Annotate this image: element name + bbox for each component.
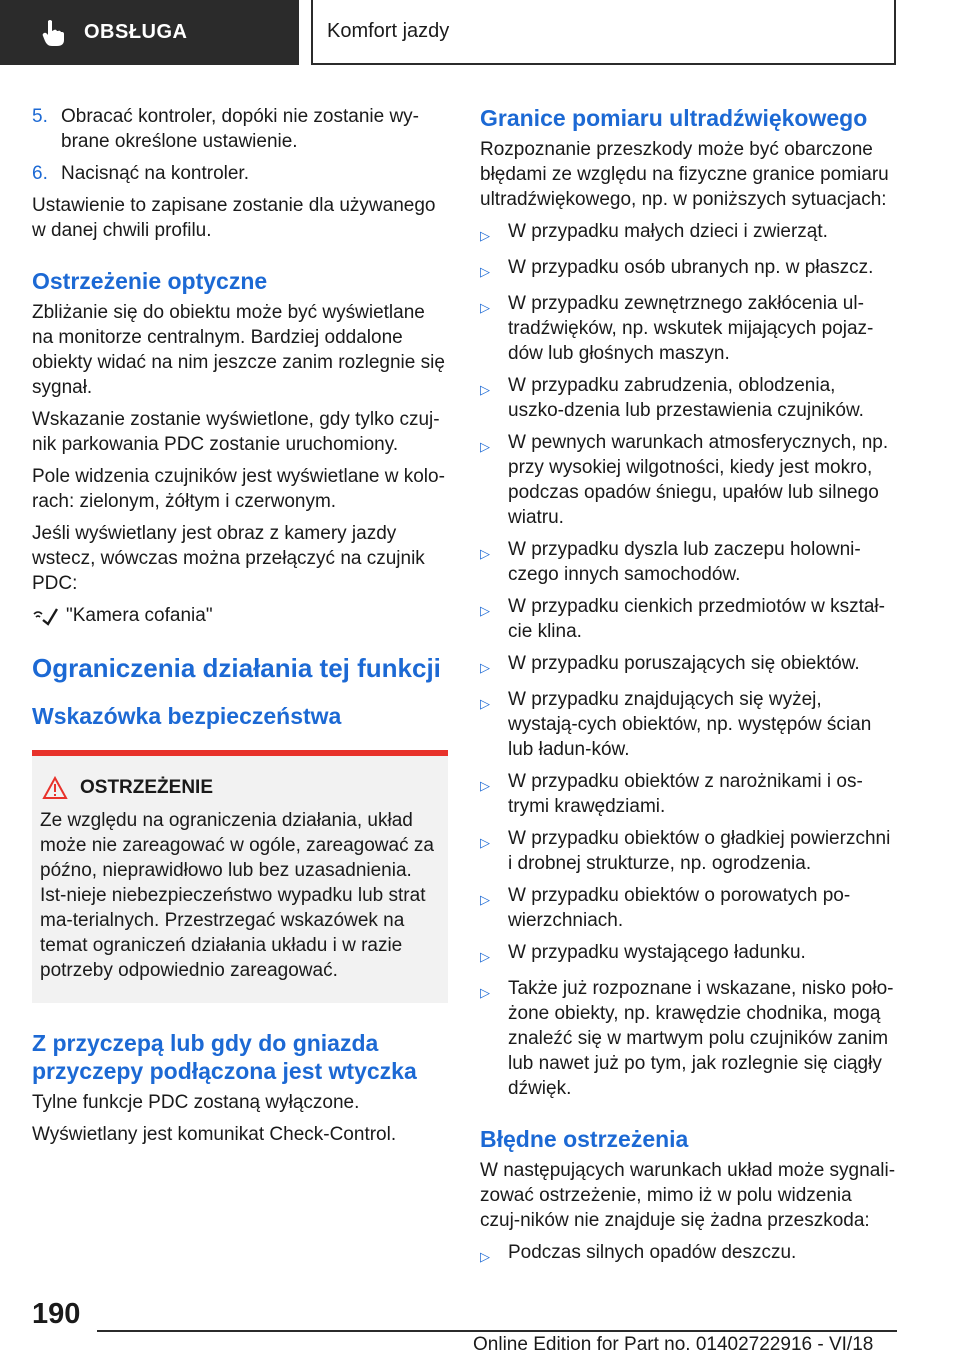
list-item (480, 430, 896, 530)
bullet-triangle-icon: ▷ (480, 603, 490, 618)
bullet-triangle-icon: ▷ (480, 892, 490, 907)
footer-divider (97, 1330, 897, 1332)
warning-text: Ze względu na ograniczenia działania, układ może nie zareagować w ogóle, zareagować za późno, nieprawidłowo lub bez uzasadnienia. Ist-nieje niebezpieczeństwo wypadku lub strat ma-terialnych. Przestrzegać wskazówek na temat ograniczeń działania układu i w razie potrzeby odpowiednio zareagować. (40, 810, 434, 981)
step-number: 6. (32, 163, 48, 184)
limits-heading: Ograniczenia działania tej funkcji (32, 653, 441, 683)
right-column (480, 104, 896, 1276)
list-item (480, 594, 896, 644)
list-item-text: W przypadku obiektów z narożnikami i os-trymi krawędziami. (508, 771, 863, 817)
list-item-text: W przypadku dyszla lub zaczepu holowni-czego innych samochodów. (508, 539, 861, 585)
list-item (480, 976, 896, 1101)
list-item-text: W przypadku małych dzieci i zwierząt. (508, 221, 828, 242)
paragraph: Jeśli wyświetlany jest obraz z kamery jazdy wstecz, wówczas można przełączyć na czujnik PDC: (32, 523, 425, 594)
ultrasonic-limits-list (480, 219, 896, 1101)
step-item (32, 104, 448, 154)
list-item (480, 537, 896, 587)
paragraph: Wyświetlany jest komunikat Check-Control. (32, 1124, 397, 1145)
safety-heading: Wskazówka bezpieczeństwa (32, 703, 342, 729)
list-item-text: Podczas silnych opadów deszczu. (508, 1242, 797, 1263)
bullet-triangle-icon: ▷ (480, 949, 490, 964)
list-item (480, 769, 896, 819)
list-item (480, 291, 896, 366)
bullet-triangle-icon: ▷ (480, 696, 490, 711)
page-number: 190 (32, 1298, 81, 1330)
header-section-tab (0, 0, 299, 65)
list-item (480, 651, 896, 680)
edition-text: Online Edition for Part no. 01402722916 - VI/18 (473, 1334, 874, 1355)
list-item (480, 219, 896, 248)
bullet-triangle-icon: ▷ (480, 228, 490, 243)
warning-box (32, 750, 448, 1003)
paragraph: Pole widzenia czujników jest wyświetlane w kolo-rach: zielonym, żółtym i czerwonym. (32, 466, 445, 512)
bullet-triangle-icon: ▷ (480, 300, 490, 315)
list-item (480, 255, 896, 284)
false-warnings-list (480, 1240, 896, 1269)
paragraph: Zbliżanie się do obiektu może być wyświetlane na monitorze centralnym. Bardziej oddalone obiekty widać na nim jeszcze zanim rozlegnie się sygnał. (32, 302, 445, 398)
list-item (480, 1240, 896, 1269)
false-warnings-heading: Błędne ostrzeżenia (480, 1126, 689, 1152)
bullet-triangle-icon: ▷ (480, 835, 490, 850)
warning-title: OSTRZEŻENIE (80, 777, 214, 798)
list-item (480, 373, 896, 423)
bullet-triangle-icon: ▷ (480, 1249, 490, 1264)
list-item (480, 826, 896, 876)
chapter-title-text: Komfort jazdy (327, 20, 450, 42)
step-number: 5. (32, 106, 48, 127)
bullet-triangle-icon: ▷ (480, 778, 490, 793)
list-item-text: W przypadku obiektów o porowatych po-wierzchniach. (508, 885, 851, 931)
chapter-title (311, 0, 896, 65)
list-item (480, 687, 896, 762)
hand-pointer-icon (40, 19, 66, 47)
bullet-triangle-icon: ▷ (480, 382, 490, 397)
paragraph: Wskazanie zostanie wyświetlone, gdy tylko czuj-nik parkowania PDC zostanie uruchomiony. (32, 409, 440, 455)
optical-warning-heading: Ostrzeżenie optyczne (32, 268, 268, 294)
bullet-triangle-icon: ▷ (480, 985, 490, 1000)
camera-menu-line (32, 603, 448, 628)
list-item-text: W przypadku zewnętrznego zakłócenia ul-tradźwięków, np. wskutek mijających pojaz-dów lub głośnych maszyn. (508, 293, 874, 364)
list-item-text: W przypadku osób ubranych np. w płaszcz. (508, 257, 874, 278)
warning-triangle-icon (42, 776, 68, 800)
ultrasonic-limits-heading: Granice pomiaru ultradźwiękowego (480, 105, 868, 131)
warning-header (40, 776, 440, 800)
list-item-text: W pewnych warunkach atmosferycznych, np. przy wysokiej wilgotności, kiedy jest mokro, podczas opadów śniegu, upałów lub silnego wiatru. (508, 432, 889, 528)
bullet-triangle-icon: ▷ (480, 264, 490, 279)
left-column (32, 104, 448, 1154)
paragraph: W następujących warunkach układ może sygnali-zować ostrzeżenie, mimo iż w polu widzenia czuj-ników nie znajduje się żadna przeszkoda: (480, 1160, 896, 1231)
list-item-text: W przypadku zabrudzenia, oblodzenia, uszko-dzenia lub przestawienia czujników. (508, 375, 864, 421)
paragraph: Rozpoznanie przeszkody może być obarczone błędami ze względu na fizyczne granice pomiaru ultradźwiękowego, np. w poniższych sytuacjach: (480, 139, 889, 210)
camera-menu-label: "Kamera cofania" (66, 605, 213, 626)
list-item-text: Także już rozpoznane i wskazane, nisko poło-żone obiekty, np. krawędzie chodnika, mogą znaleźć się w martwym polu czujników zanim lub nawet już po tym, jak rozlegnie się ciągły dźwięk. (508, 978, 894, 1099)
list-item-text: W przypadku znajdujących się wyżej, wystają-cych obiektów, np. występów ścian lub ładun-ków. (508, 689, 872, 760)
section-label: OBSŁUGA (84, 21, 188, 43)
bullet-triangle-icon: ▷ (480, 546, 490, 561)
step-text: Nacisnąć na kontroler. (61, 163, 249, 184)
list-item-text: W przypadku wystającego ładunku. (508, 942, 806, 963)
list-item-text: W przypadku poruszających się obiektów. (508, 653, 860, 674)
save-note: Ustawienie to zapisane zostanie dla używanego w danej chwili profilu. (32, 195, 436, 241)
bullet-triangle-icon: ▷ (480, 660, 490, 675)
list-item-text: W przypadku obiektów o gładkiej powierzchni i drobnej strukturze, np. ogrodzenia. (508, 828, 891, 874)
paragraph: Tylne funkcje PDC zostaną wyłączone. (32, 1092, 360, 1113)
step-item (32, 161, 448, 186)
bullet-triangle-icon: ▷ (480, 439, 490, 454)
list-item (480, 940, 896, 969)
parking-sensor-icon (32, 606, 58, 626)
list-item (480, 883, 896, 933)
trailer-heading: Z przyczepą lub gdy do gniazda przyczepy podłączona jest wtyczka (32, 1030, 417, 1084)
list-item-text: W przypadku cienkich przedmiotów w kształ-cie klina. (508, 596, 885, 642)
step-text: Obracać kontroler, dopóki nie zostanie wy-brane określone ustawienie. (61, 106, 420, 152)
